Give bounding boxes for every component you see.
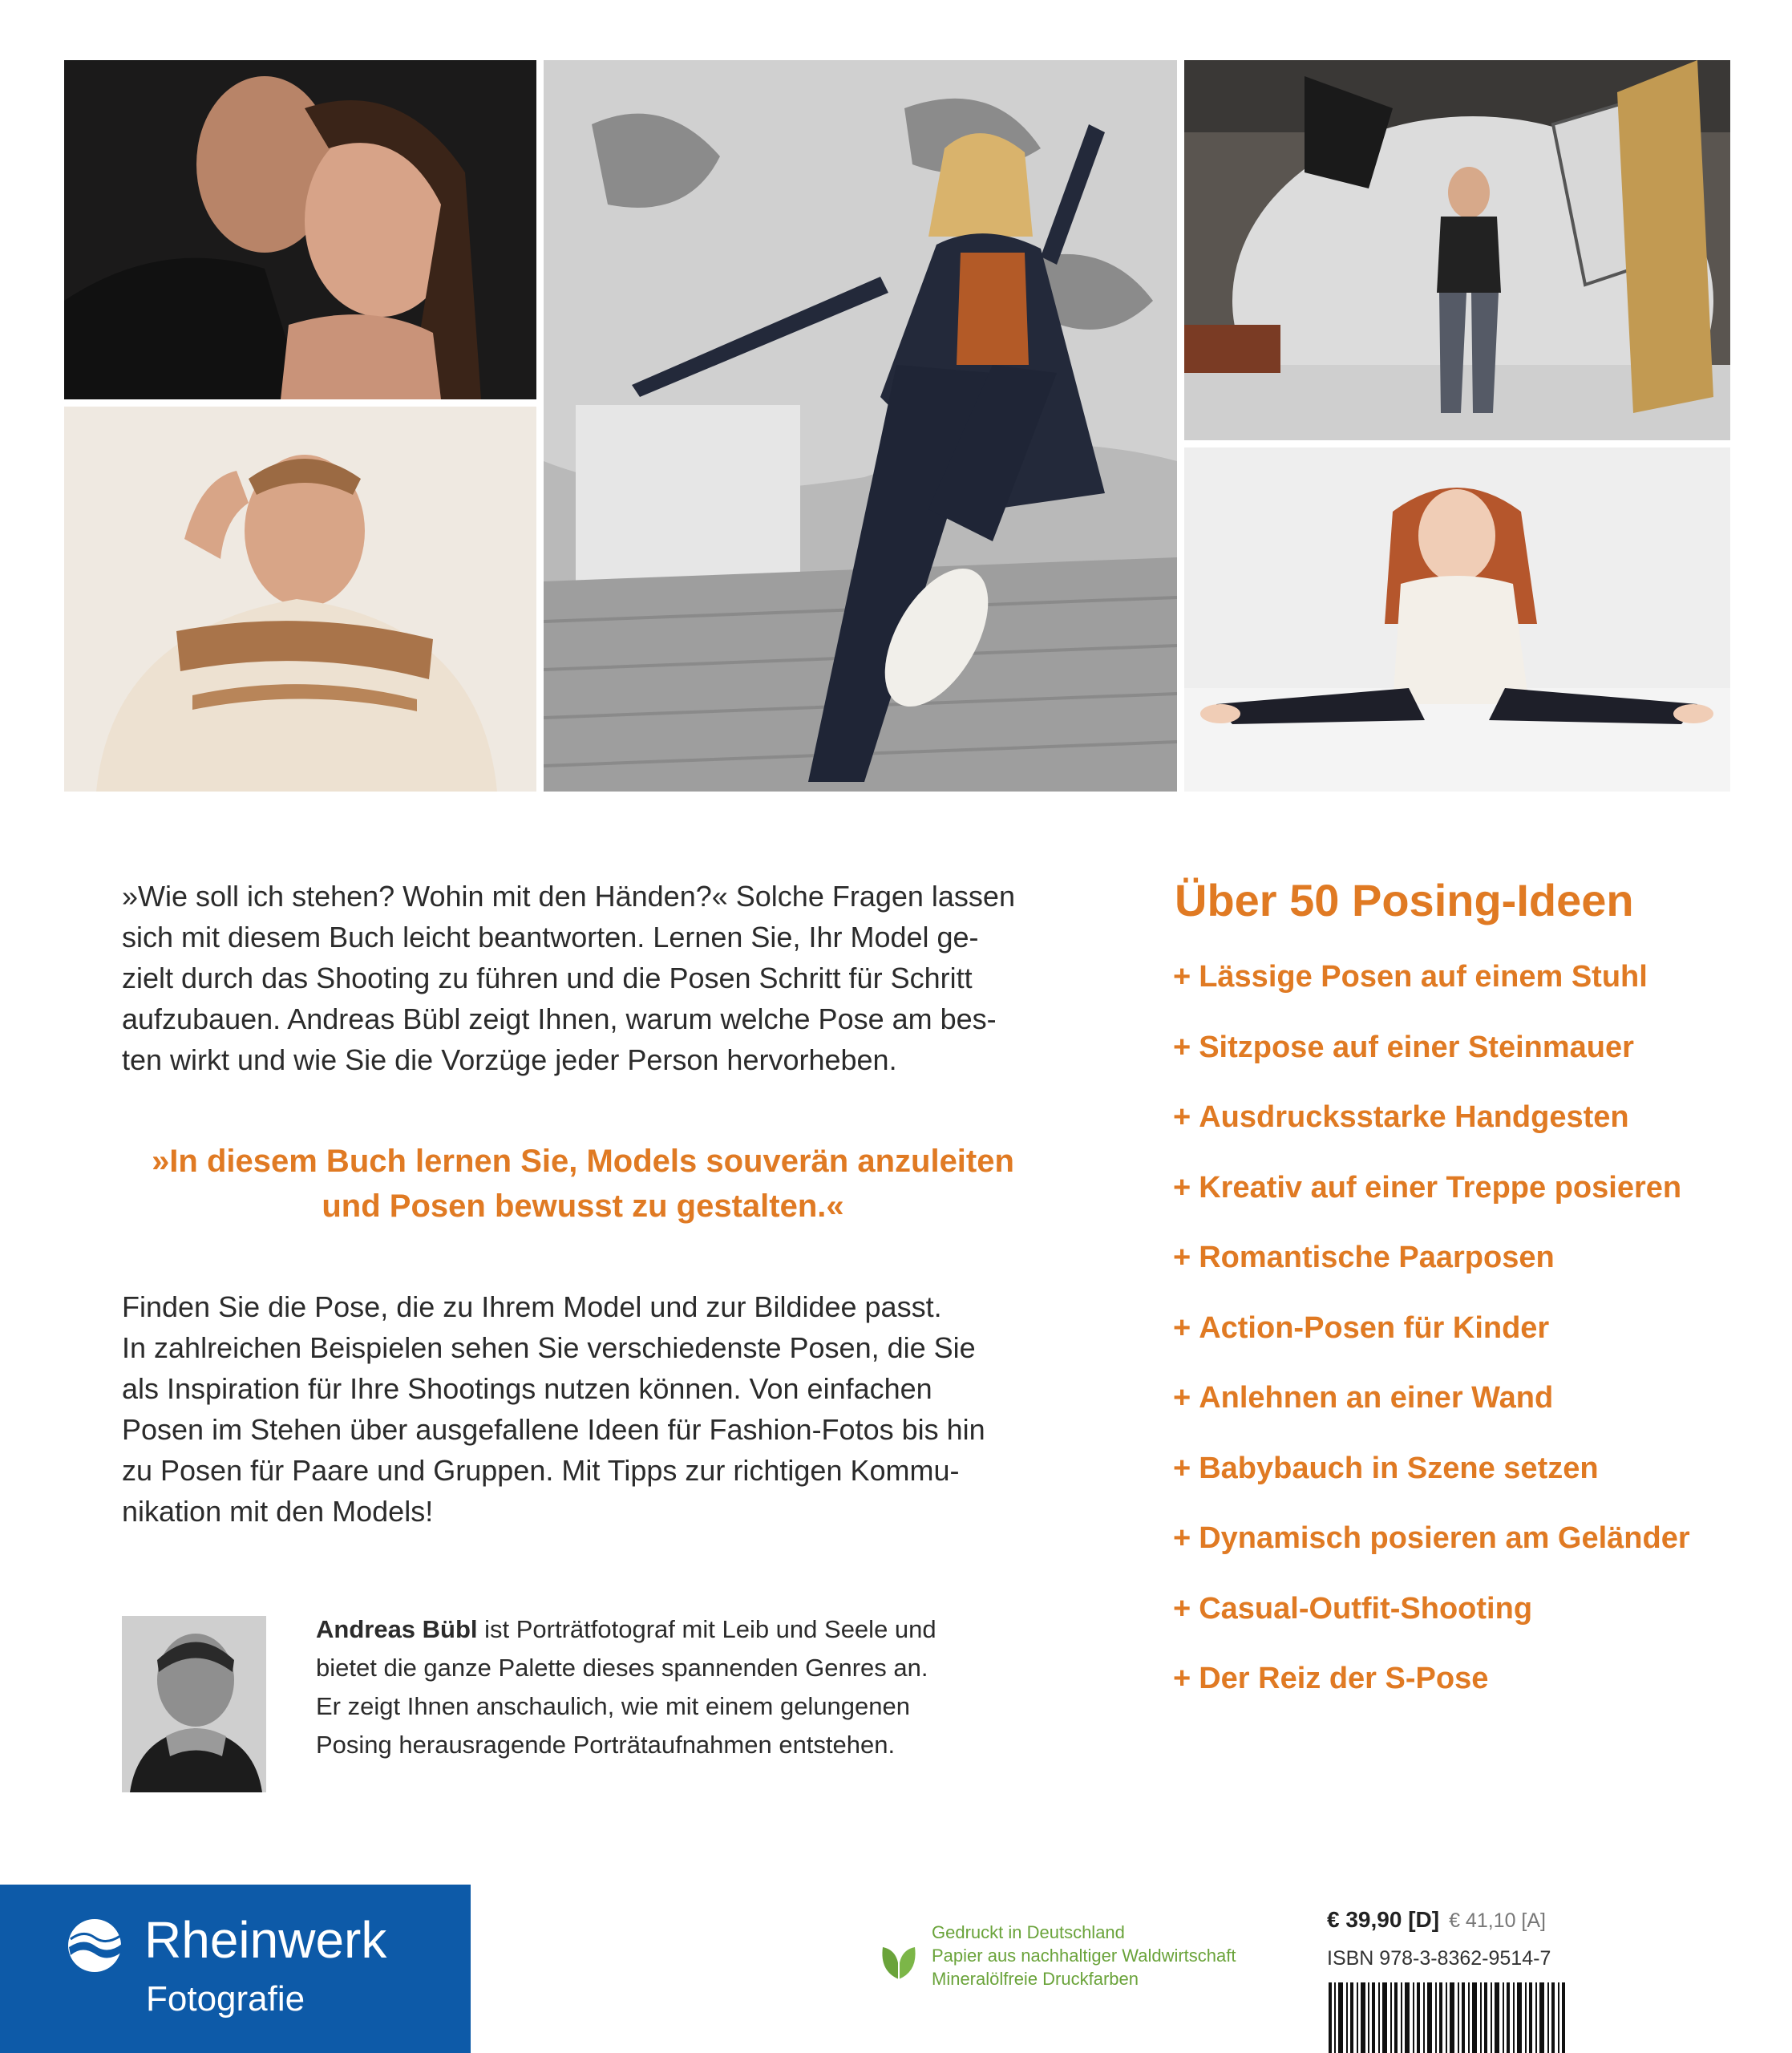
plus-icon: + — [1173, 1451, 1191, 1485]
plus-icon: + — [1173, 1521, 1191, 1555]
body-line: Finden Sie die Pose, die zu Ihrem Model und zur Bildidee passt. — [122, 1290, 942, 1323]
feature-label: Romantische Paarposen — [1199, 1241, 1555, 1274]
plus-icon: + — [1173, 1310, 1191, 1345]
body-paragraph — [122, 1286, 1044, 1532]
author-bio-line: bietet die ganze Palette dieses spannenden Genres an. — [316, 1654, 928, 1682]
photo-man-sweater — [64, 407, 536, 792]
brand-subline: Fotografie — [146, 1979, 305, 2019]
feature-label: Anlehnen an einer Wand — [1199, 1381, 1554, 1415]
feature-label: Lässige Posen auf einem Stuhl — [1199, 960, 1648, 994]
plus-icon: + — [1173, 1030, 1191, 1064]
features-list — [1173, 959, 1690, 1731]
plus-icon: + — [1173, 1170, 1191, 1205]
feature-item — [1173, 1380, 1690, 1451]
quote-line: und Posen bewusst zu gestalten.« — [322, 1188, 844, 1224]
leaf-icon — [878, 1939, 920, 1981]
plus-icon: + — [1173, 1241, 1191, 1274]
feature-label: Kreativ auf einer Treppe posieren — [1199, 1170, 1682, 1205]
feature-label: Ausdrucksstarke Handgesten — [1199, 1100, 1629, 1134]
photo-woman-stairs — [544, 60, 1177, 792]
plus-icon: + — [1173, 1381, 1191, 1415]
feature-item — [1173, 1661, 1690, 1731]
feature-label: Sitzpose auf einer Steinmauer — [1199, 1030, 1634, 1064]
intro-line: zielt durch das Shooting zu führen und die Posen Schritt für Schritt — [122, 962, 973, 994]
feature-label: Action-Posen für Kinder — [1199, 1310, 1550, 1345]
barcode-icon — [1327, 1982, 1567, 2053]
plus-icon: + — [1173, 1100, 1191, 1134]
photo-couple — [64, 60, 536, 399]
author-bio — [316, 1610, 1021, 1764]
plus-icon: + — [1173, 960, 1191, 994]
plus-icon: + — [1173, 1591, 1191, 1626]
feature-label: Casual-Outfit-Shooting — [1199, 1591, 1533, 1626]
feature-item — [1173, 1170, 1690, 1241]
intro-paragraph — [122, 876, 1044, 1080]
photo-girl-splits — [1184, 447, 1730, 792]
photo-studio — [1184, 60, 1730, 440]
feature-item — [1173, 1591, 1690, 1662]
feature-item — [1173, 1451, 1690, 1521]
body-line: als Inspiration für Ihre Shootings nutzen können. Von einfachen — [122, 1372, 932, 1405]
body-line: nikation mit den Models! — [122, 1495, 434, 1528]
feature-item — [1173, 1030, 1690, 1100]
body-line: zu Posen für Paare und Gruppen. Mit Tipps zur richtigen Kommu- — [122, 1454, 960, 1487]
intro-line: ten wirkt und wie Sie die Vorzüge jeder Person hervorheben. — [122, 1043, 897, 1076]
rheinwerk-logo-icon — [66, 1917, 123, 1974]
author-bio-line: Posing herausragende Porträtaufnahmen entstehen. — [316, 1731, 896, 1759]
brand-name: Rheinwerk — [144, 1911, 387, 1969]
price-germany: € 39,90 [D] — [1327, 1907, 1440, 1932]
eco-note — [932, 1921, 1236, 1990]
eco-line: Mineralölfreie Druckfarben — [932, 1969, 1139, 1989]
feature-item — [1173, 1521, 1690, 1591]
body-line: Posen im Stehen über ausgefallene Ideen für Fashion-Fotos bis hin — [122, 1413, 985, 1446]
intro-line: aufzubauen. Andreas Bübl zeigt Ihnen, warum welche Pose am bes- — [122, 1002, 997, 1035]
feature-item — [1173, 959, 1690, 1030]
feature-label: Der Reiz der S-Pose — [1199, 1662, 1489, 1695]
feature-item — [1173, 1310, 1690, 1381]
price — [1327, 1907, 1546, 1933]
eco-line: Papier aus nachhaltiger Waldwirtschaft — [932, 1946, 1236, 1966]
publisher-brand — [0, 1885, 471, 2053]
feature-item — [1173, 1099, 1690, 1170]
price-austria: € 41,10 [A] — [1449, 1909, 1547, 1932]
author-portrait — [122, 1616, 266, 1792]
author-bio-line: Er zeigt Ihnen anschaulich, wie mit einem gelungenen — [316, 1692, 911, 1720]
isbn: ISBN 978-3-8362-9514-7 — [1327, 1947, 1551, 1970]
intro-line: »Wie soll ich stehen? Wohin mit den Händen?« Solche Fragen lassen — [122, 880, 1015, 913]
plus-icon: + — [1173, 1662, 1191, 1695]
body-line: In zahlreichen Beispielen sehen Sie verschiedenste Posen, die Sie — [122, 1331, 976, 1364]
feature-label: Babybauch in Szene setzen — [1199, 1451, 1599, 1485]
intro-line: sich mit diesem Buch leicht beantworten. Lernen Sie, Ihr Model ge- — [122, 921, 979, 954]
features-title: Über 50 Posing-Ideen — [1175, 875, 1634, 925]
quote-line: »In diesem Buch lernen Sie, Models souverän anzuleiten — [152, 1144, 1014, 1179]
author-name: Andreas Bübl — [316, 1615, 478, 1643]
author-bio-line — [316, 1610, 1021, 1649]
feature-item — [1173, 1240, 1690, 1310]
feature-label: Dynamisch posieren am Geländer — [1199, 1521, 1690, 1555]
author-bio-line-rest: ist Porträtfotograf mit Leib und Seele und — [477, 1615, 936, 1643]
pull-quote — [122, 1139, 1044, 1229]
eco-line: Gedruckt in Deutschland — [932, 1922, 1125, 1942]
